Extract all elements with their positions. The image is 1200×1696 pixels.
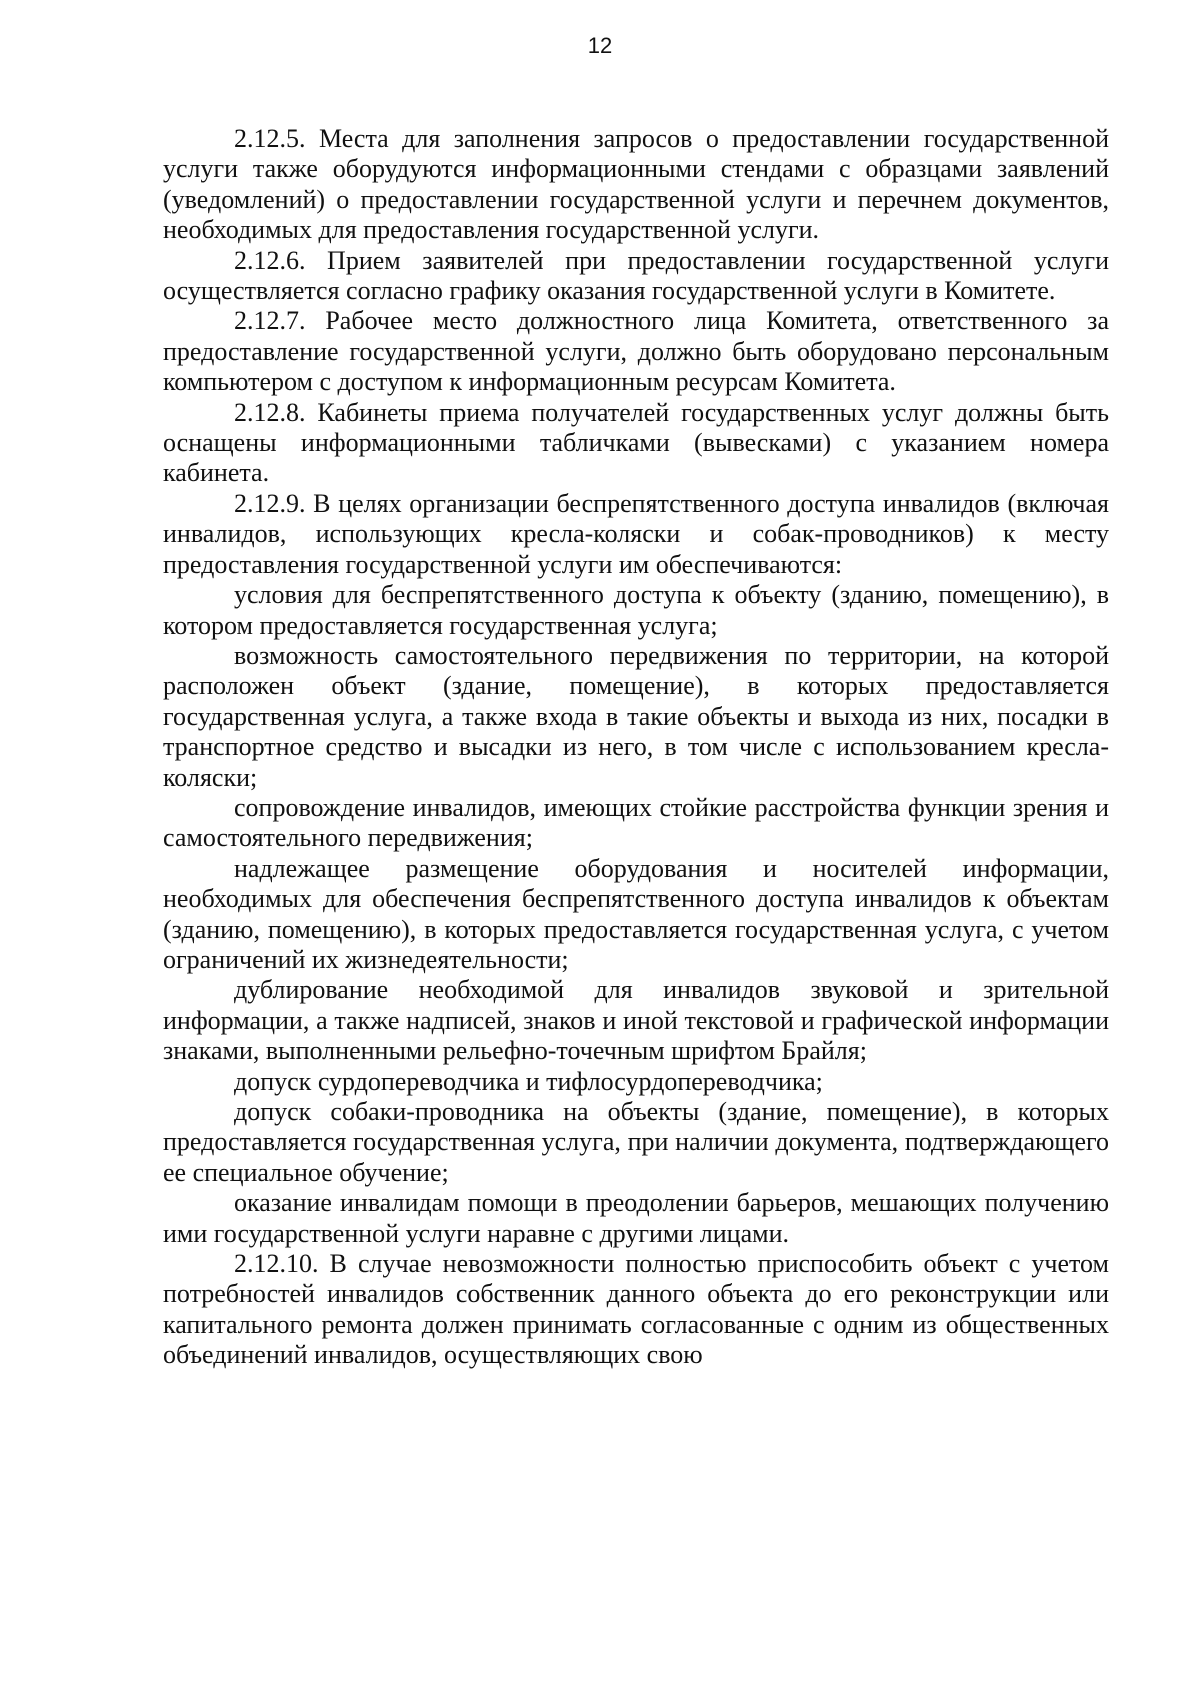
paragraph-2-12-9: 2.12.9. В целях организации беспрепятственного доступа инвалидов (включая инвалидов, использующих кресла-коляски и собак-проводников) к месту предоставления государственной услуги им обеспечиваются: bbox=[163, 488, 1109, 579]
list-item-independent-movement: возможность самостоятельного передвижения по территории, на которой расположен объект (здание, помещение), в которых предоставляется государственная услуга, а также входа в такие объекты и выхода из них, посадки в транспортное средство и высадки из него, в том числе с использованием кресла-коляски; bbox=[163, 640, 1109, 792]
paragraph-2-12-5: 2.12.5. Места для заполнения запросов о предоставлении государственной услуги также оборудуются информационными стендами с образцами заявлений (уведомлений) о предоставлении государственной услуги и перечнем документов, необходимых для предоставления государственной услуги. bbox=[163, 124, 1109, 245]
paragraph-2-12-8: 2.12.8. Кабинеты приема получателей государственных услуг должны быть оснащены информационными табличками (вывесками) с указанием номера кабинета. bbox=[163, 397, 1109, 488]
list-item-information-duplication: дублирование необходимой для инвалидов звуковой и зрительной информации, а также надписей, знаков и иной текстовой и графической информации знаками, выполненными рельефно-точечным шрифтом Брайля; bbox=[163, 975, 1109, 1066]
page-number: 12 bbox=[587, 33, 613, 58]
list-item-barrier-assistance: оказание инвалидам помощи в преодолении барьеров, мешающих получению ими государственной услуги наравне с другими лицами. bbox=[163, 1188, 1109, 1248]
paragraph-2-12-10: 2.12.10. В случае невозможности полностью приспособить объект с учетом потребностей инвалидов собственник данного объекта до его реконструкции или капитального ремонта должен принимать согласованные с одним из общественных объединений инвалидов, осуществляющих свою bbox=[163, 1249, 1109, 1370]
list-item-escort: сопровождение инвалидов, имеющих стойкие расстройства функции зрения и самостоятельного передвижения; bbox=[163, 792, 1109, 853]
paragraph-2-12-7: 2.12.7. Рабочее место должностного лица Комитета, ответственного за предоставление государственной услуги, должно быть оборудовано персональным компьютером с доступом к информационным ресурсам Комитета. bbox=[163, 306, 1109, 397]
list-item-interpreter-access: допуск сурдопереводчика и тифлосурдопереводчика; bbox=[234, 1066, 823, 1096]
paragraph-2-12-6: 2.12.6. Прием заявителей при предоставлении государственной услуги осуществляется согласно графику оказания государственной услуги в Комитете. bbox=[163, 245, 1109, 306]
document-body bbox=[163, 124, 1109, 1371]
list-item-guide-dog-access: допуск собаки-проводника на объекты (здание, помещение), в которых предоставляется государственная услуга, при наличии документа, подтверждающего ее специальное обучение; bbox=[163, 1097, 1109, 1187]
list-item-access-conditions: условия для беспрепятственного доступа к объекту (зданию, помещению), в котором предоставляется государственная услуга; bbox=[163, 580, 1109, 640]
list-item-equipment-placement: надлежащее размещение оборудования и носителей информации, необходимых для обеспечения беспрепятственного доступа инвалидов к объектам (зданию, помещению), в которых предоставляется государственная услуга, с учетом ограничений их жизнедеятельности; bbox=[163, 853, 1109, 974]
